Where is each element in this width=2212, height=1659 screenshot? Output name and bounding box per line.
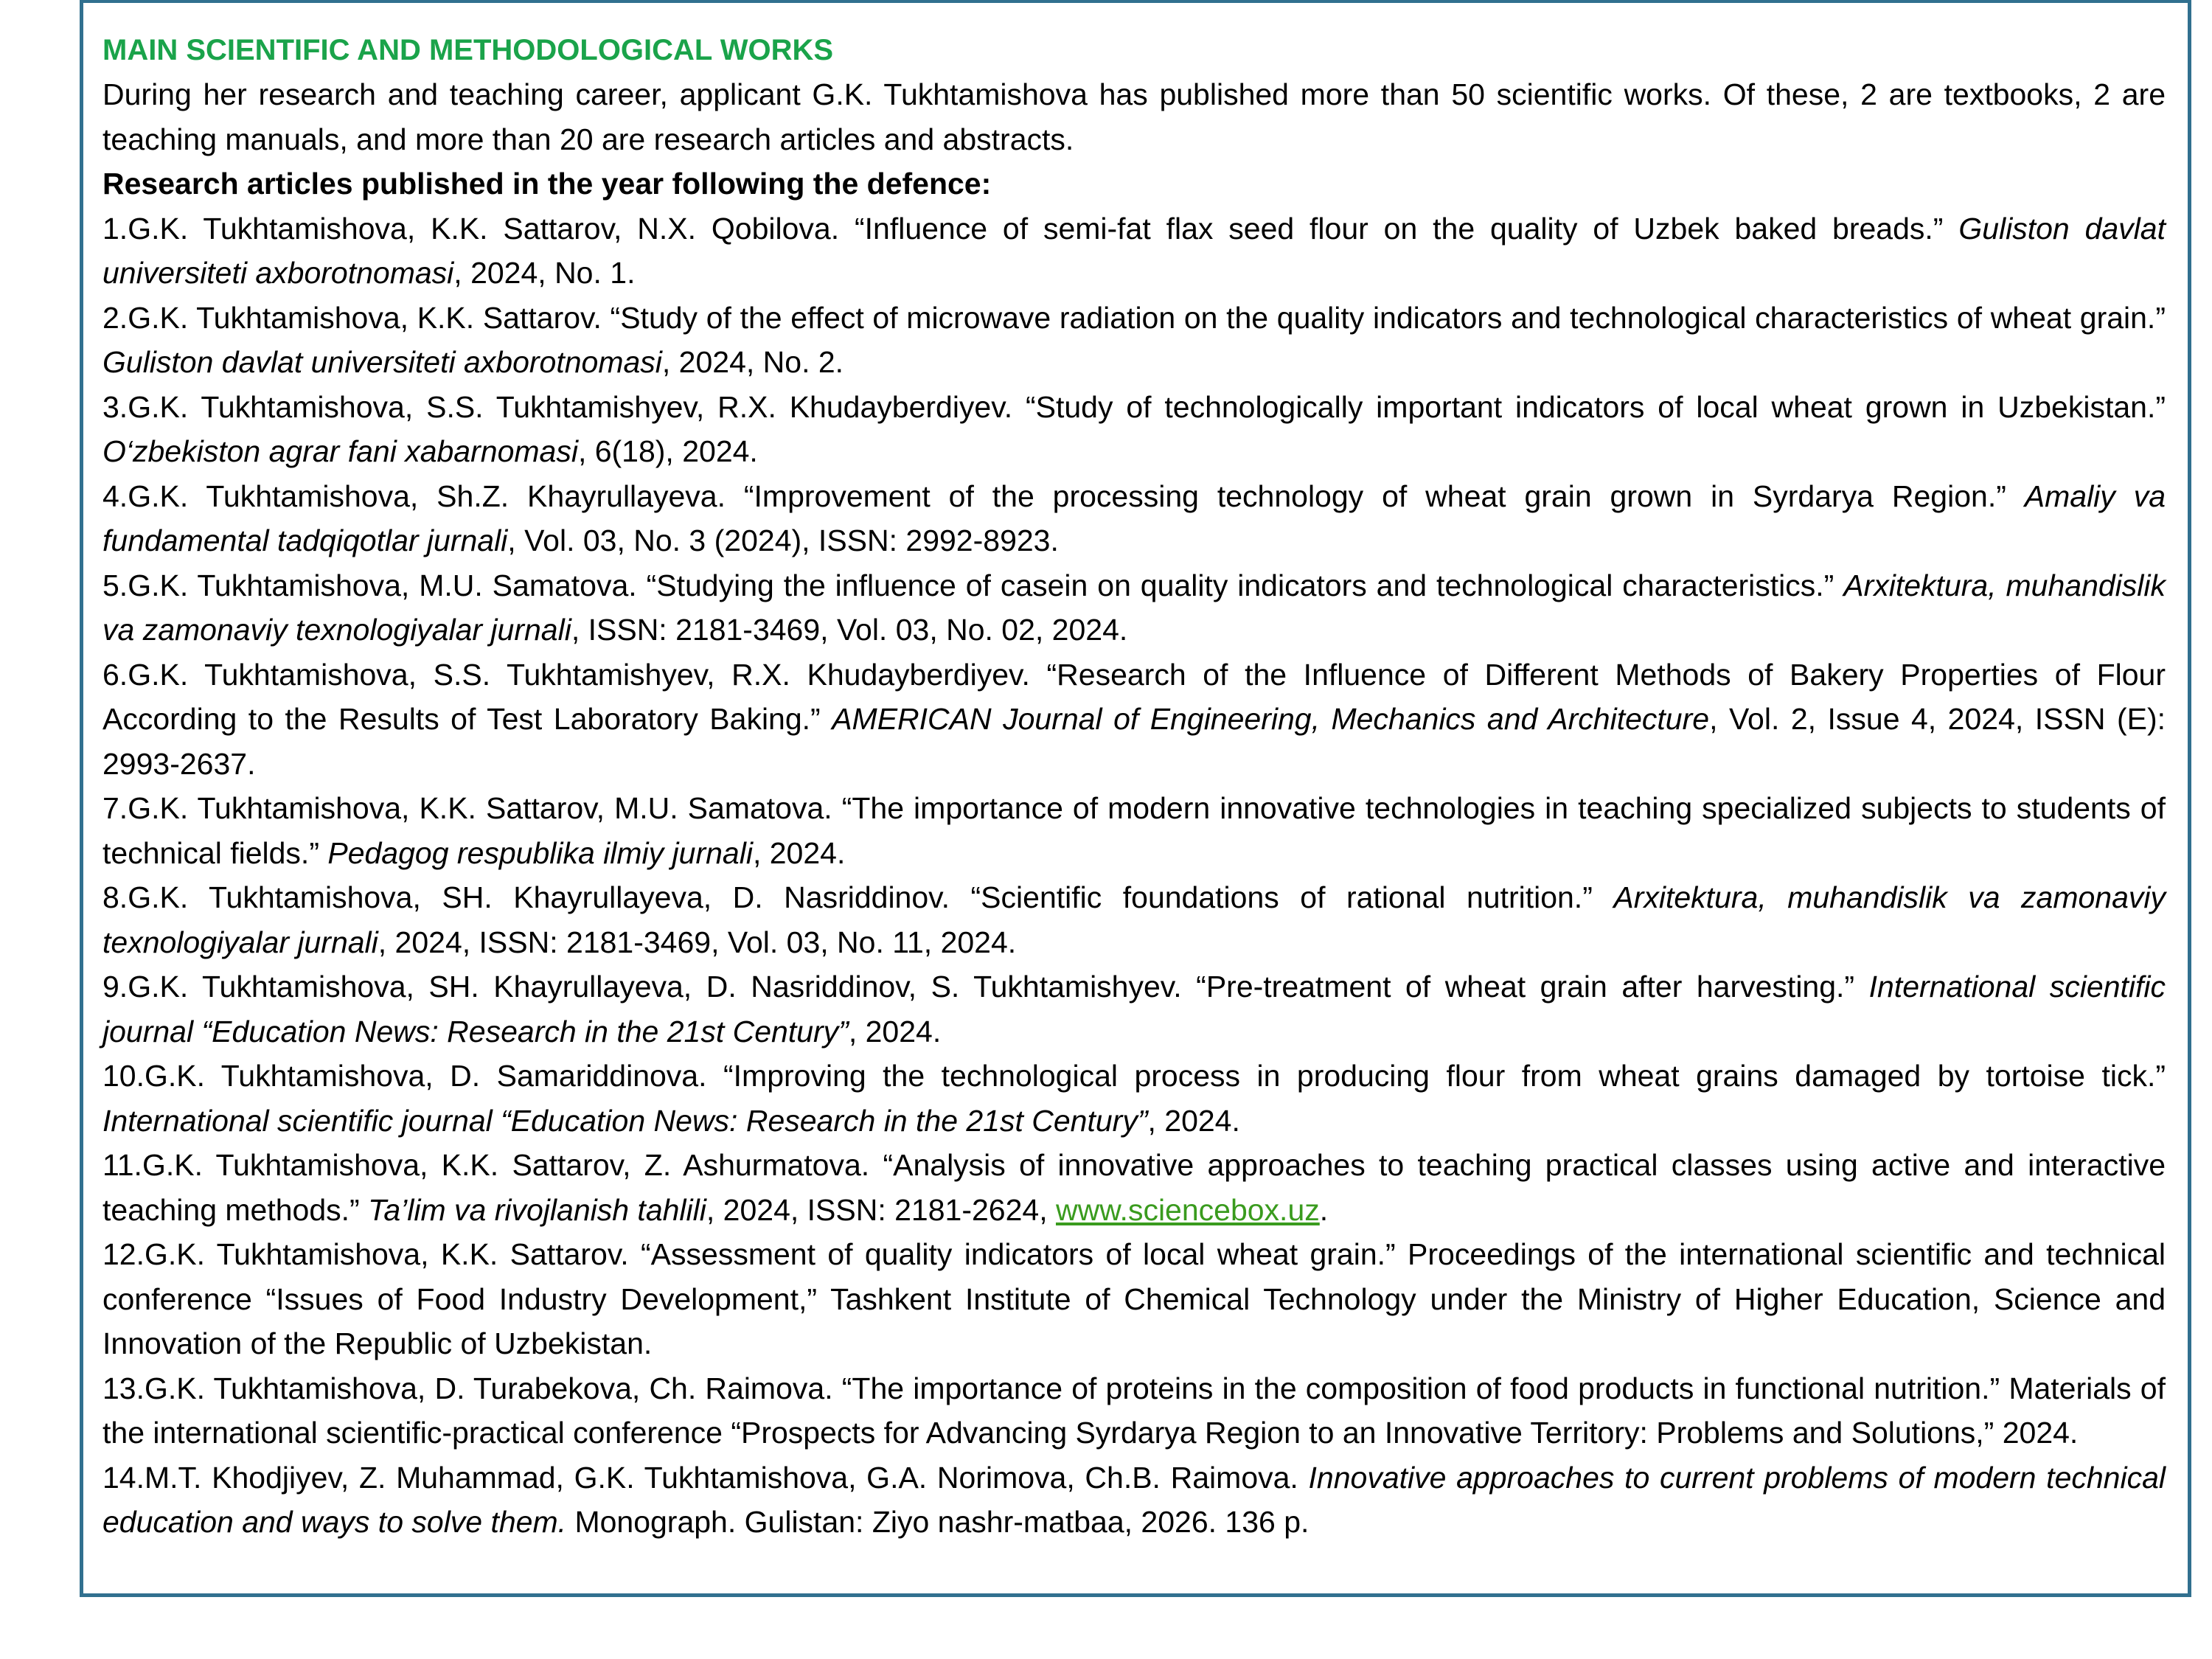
reference-title: “Improvement of the processing technology of wheat grain grown in Syrdarya Region.” — [743, 479, 2025, 513]
reference-title: “The importance of modern innovative technologies in teaching specialized subjects to students of technical fields.” — [102, 791, 2166, 870]
reference-authors: G.K. Tukhtamishova, SH. Khayrullayeva, D. Nasriddinov. — [128, 880, 971, 914]
reference-num: 14. — [102, 1460, 145, 1495]
reference-item — [102, 474, 2166, 563]
reference-authors: G.K. Tukhtamishova, D. Turabekova, Ch. Raimova. — [145, 1371, 842, 1405]
reference-authors: G.K. Tukhtamishova, Sh.Z. Khayrullayeva. — [128, 479, 744, 513]
reference-journal: Arxitektura, muhandislik va zamonaviy texnologiyalar jurnali — [102, 880, 2166, 959]
reference-tail: , 2024, No. 2. — [661, 345, 844, 379]
reference-num: 9. — [102, 970, 128, 1004]
subheading: Research articles published in the year following the defence: — [102, 167, 992, 201]
reference-authors: G.K. Tukhtamishova, K.K. Sattarov, M.U. Samatova. — [128, 791, 842, 825]
reference-tail: , Vol. 03, No. 3 (2024), ISSN: 2992-8923. — [507, 524, 1059, 557]
reference-tail: Materials of the international scientific-practical conference “Prospects for Advancing Syrdarya Region to an Innovative Territory: Problems and Solutions,” 2024. — [102, 1371, 2166, 1450]
reference-title: “Pre-treatment of wheat grain after harvesting.” — [1196, 970, 1869, 1004]
reference-num: 5. — [102, 568, 128, 602]
intro-paragraph: During her research and teaching career, applicant G.K. Tukhtamishova has published more than 50 scientific works. Of these, 2 are textbooks, 2 are teaching manuals, and more than 20 are research articles and abstracts. — [102, 77, 2166, 156]
reference-item — [102, 653, 2166, 787]
reference-num: 13. — [102, 1371, 145, 1405]
reference-title: “Studying the influence of casein on quality indicators and technological characteristics.” — [646, 568, 1844, 602]
reference-num: 10. — [102, 1059, 145, 1093]
reference-journal: Guliston davlat universiteti axborotnomasi — [102, 211, 2166, 290]
reference-title: “Research of the Influence of Different Methods of Bakery Properties of Flour According to the Results of Test Laboratory Baking.” — [102, 657, 2166, 736]
reference-title: “Assessment of quality indicators of local wheat grain.” — [641, 1237, 1408, 1271]
reference-title: “Analysis of innovative approaches to teaching practical classes using active and interactive teaching methods.” — [102, 1148, 2166, 1227]
reference-num: 4. — [102, 479, 128, 513]
reference-item — [102, 563, 2166, 653]
reference-num: 1. — [102, 211, 128, 246]
reference-journal: AMERICAN Journal of Engineering, Mechanics and Architecture — [832, 702, 1710, 736]
reference-item — [102, 1232, 2166, 1366]
reference-title: “Study of the effect of microwave radiation on the quality indicators and technological characteristics of wheat grain.” — [610, 300, 2166, 335]
reference-num: 6. — [102, 657, 128, 692]
reference-authors: M.T. Khodjiyev, Z. Muhammad, G.K. Tukhtamishova, G.A. Norimova, Ch.B. Raimova. — [145, 1460, 1309, 1495]
reference-authors: G.K. Tukhtamishova, K.K. Sattarov, N.X. Qobilova. — [128, 211, 855, 246]
reference-authors: G.K. Tukhtamishova, SH. Khayrullayeva, D. Nasriddinov, S. Tukhtamishyev. — [128, 970, 1197, 1004]
reference-authors: G.K. Tukhtamishova, S.S. Tukhtamishyev, R.X. Khudayberdiyev. — [128, 389, 1026, 424]
reference-authors: G.K. Tukhtamishova, K.K. Sattarov. — [145, 1237, 641, 1271]
reference-item — [102, 206, 2166, 296]
reference-journal: International scientific journal “Education News: Research in the 21st Century” — [102, 1103, 1148, 1138]
reference-tail: Monograph. Gulistan: Ziyo nashr-matbaa, 2026. 136 p. — [566, 1505, 1310, 1539]
reference-item — [102, 875, 2166, 964]
reference-tail: , 2024. — [1147, 1103, 1240, 1138]
reference-journal: O‘zbekiston agrar fani xabarnomasi — [102, 434, 578, 468]
reference-tail: Proceedings of the international scientific and technical conference “Issues of Food Industry Development,” Tashkent Institute of Chemical Technology under the Ministry of Higher Education, Science and Innovation of the Republic of Uzbekistan. — [102, 1237, 2166, 1360]
reference-tail: , 2024, No. 1. — [453, 256, 636, 290]
reference-title: “Study of technologically important indicators of local wheat grown in Uzbekistan.” — [1025, 389, 2166, 424]
reference-num: 3. — [102, 389, 128, 424]
content-frame — [80, 0, 2191, 1597]
reference-after_link: . — [1319, 1192, 1329, 1227]
reference-journal: Innovative approaches to current problems of modern technical education and ways to solve them. — [102, 1460, 2166, 1539]
reference-num: 2. — [102, 300, 128, 335]
reference-item — [102, 1366, 2166, 1455]
reference-journal: Guliston davlat universiteti axborotnomasi — [102, 345, 662, 379]
reference-tail: , 2024. — [752, 835, 846, 870]
reference-item — [102, 385, 2166, 474]
reference-num: 8. — [102, 880, 128, 914]
reference-item — [102, 1054, 2166, 1143]
section-heading: MAIN SCIENTIFIC AND METHODOLOGICAL WORKS — [102, 34, 834, 66]
reference-authors: G.K. Tukhtamishova, M.U. Samatova. — [128, 568, 647, 602]
reference-tail: , 6(18), 2024. — [577, 434, 758, 468]
reference-title: “Scientific foundations of rational nutrition.” — [970, 880, 1614, 914]
reference-item — [102, 1143, 2166, 1232]
reference-num: 7. — [102, 791, 128, 825]
reference-tail: , 2024, ISSN: 2181-3469, Vol. 03, No. 11, 2024. — [378, 925, 1017, 959]
reference-journal: Amaliy va fundamental tadqiqotlar jurnali — [102, 479, 2166, 557]
reference-tail: , ISSN: 2181-3469, Vol. 03, No. 02, 2024. — [571, 613, 1128, 647]
reference-title: “The importance of proteins in the composition of food products in functional nutrition.” — [841, 1371, 2009, 1405]
reference-authors: G.K. Tukhtamishova, S.S. Tukhtamishyev, R.X. Khudayberdiyev. — [128, 657, 1047, 692]
reference-journal: Pedagog respublika ilmiy jurnali — [327, 835, 753, 870]
reference-tail: , Vol. 2, Issue 4, 2024, ISSN (E): 2993-2637. — [102, 702, 2166, 781]
reference-title: “Improving the technological process in producing flour from wheat grains damaged by tortoise tick.” — [723, 1059, 2166, 1093]
reference-link[interactable]: www.sciencebox.uz — [1055, 1192, 1320, 1227]
reference-item — [102, 786, 2166, 875]
reference-item — [102, 1455, 2166, 1545]
reference-tail: , 2024, ISSN: 2181-2624, — [706, 1192, 1056, 1227]
reference-item — [102, 296, 2166, 385]
reference-authors: G.K. Tukhtamishova, K.K. Sattarov. — [128, 300, 611, 335]
reference-authors: G.K. Tukhtamishova, D. Samariddinova. — [145, 1059, 723, 1093]
reference-tail: , 2024. — [848, 1014, 942, 1048]
reference-title: “Influence of semi-fat flax seed flour on the quality of Uzbek baked breads.” — [854, 211, 1959, 246]
reference-journal: International scientific journal “Education News: Research in the 21st Century” — [102, 970, 2166, 1048]
reference-journal: Ta’lim va rivojlanish tahlili — [368, 1192, 706, 1227]
reference-num: 12. — [102, 1237, 145, 1271]
reference-list — [102, 206, 2166, 1545]
reference-journal: Arxitektura, muhandislik va zamonaviy texnologiyalar jurnali — [102, 568, 2166, 647]
reference-num: 11. — [102, 1148, 142, 1182]
reference-item — [102, 964, 2166, 1054]
reference-authors: G.K. Tukhtamishova, K.K. Sattarov, Z. Ashurmatova. — [142, 1148, 883, 1182]
